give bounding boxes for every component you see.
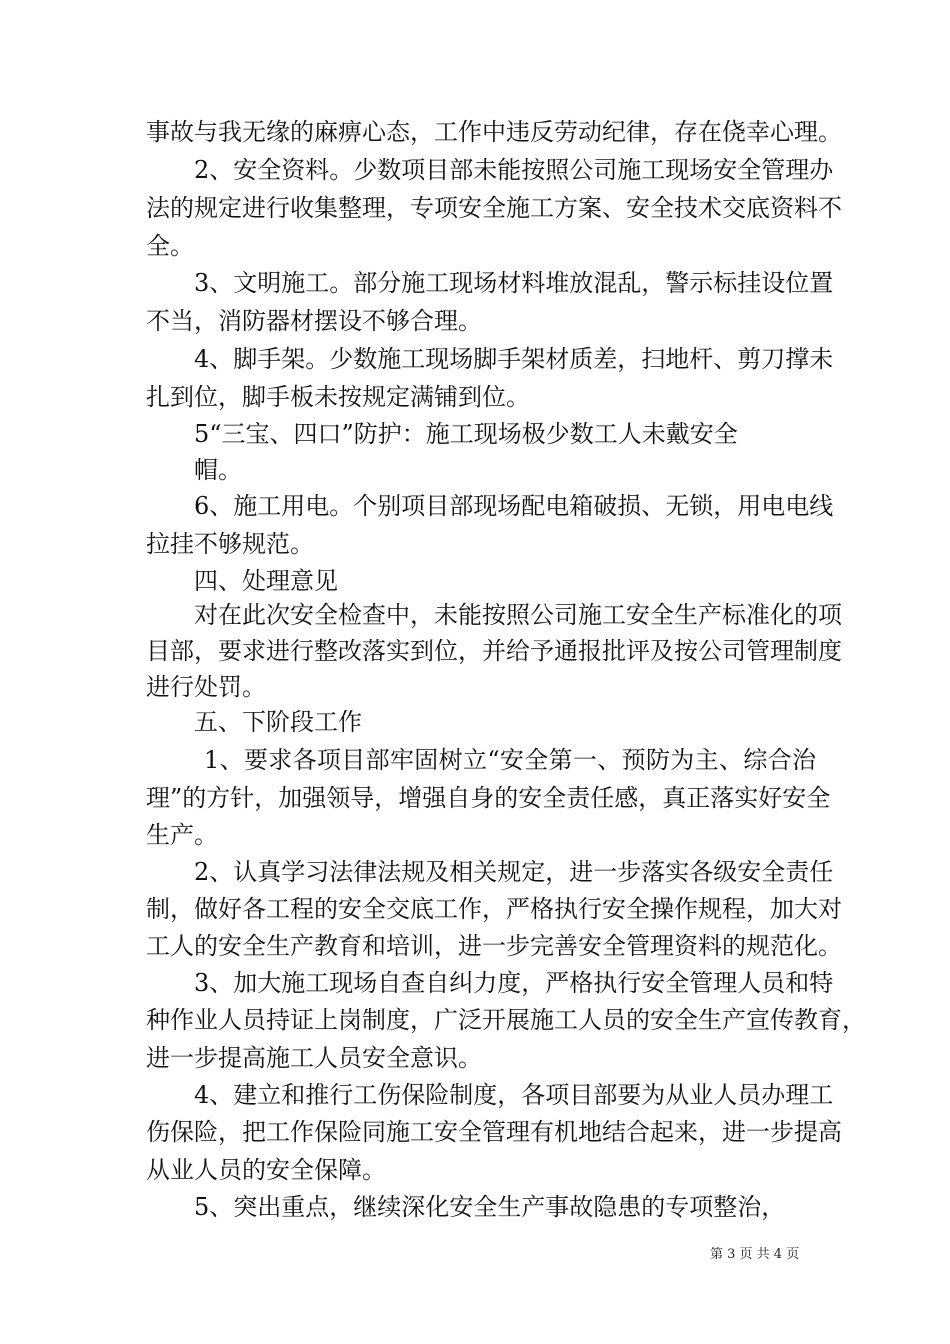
text-line: 全。 <box>146 232 194 260</box>
text-line: 5“三宝、四口”防护：施工现场极少数工人未戴安全 <box>194 420 738 448</box>
text-line: 种作业人员持证上岗制度，广泛开展施工人员的安全生产宣传教育， <box>146 1006 866 1034</box>
text-line: 不当，消防器材摆设不够合理。 <box>146 307 482 335</box>
text-line: 扎到位，脚手板未按规定满铺到位。 <box>146 383 530 411</box>
text-line: 4、脚手架。少数施工现场脚手架材质差，扫地杆、剪刀撑未 <box>194 345 834 373</box>
text-line: 法的规定进行收集整理，专项安全施工方案、安全技术交底资料不 <box>146 194 842 222</box>
text-line: 2、安全资料。少数项目部未能按照公司施工现场安全管理办 <box>194 156 834 184</box>
text-line: 事故与我无缘的麻痹心态，工作中违反劳动纪律，存在侥幸心理。 <box>146 118 842 146</box>
text-line: 4、建立和推行工伤保险制度，各项目部要为从业人员办理工 <box>194 1081 834 1109</box>
text-line: 6、施工用电。个别项目部现场配电箱破损、无锁，用电电线 <box>194 492 834 520</box>
text-line: 帽。 <box>194 456 242 484</box>
text-line: 2、认真学习法律法规及相关规定，进一步落实各级安全责任 <box>194 858 834 886</box>
text-line: 拉挂不够规范。 <box>146 530 314 558</box>
text-line: 对在此次安全检查中，未能按照公司施工安全生产标准化的项 <box>194 601 842 629</box>
text-line: 5、突出重点，继续深化安全生产事故隐患的专项整治， <box>194 1193 786 1221</box>
section-heading: 四、处理意见 <box>194 567 338 595</box>
text-line: 进一步提高施工人员安全意识。 <box>146 1044 482 1072</box>
text-line: 工人的安全生产教育和培训，进一步完善安全管理资料的规范化。 <box>146 932 842 960</box>
section-heading: 五、下阶段工作 <box>194 708 362 736</box>
text-line: 生产。 <box>146 821 218 849</box>
text-line: 1、要求各项目部牢固树立“安全第一、预防为主、综合治 <box>204 746 816 774</box>
text-line: 进行处罚。 <box>146 673 266 701</box>
text-line: 制，做好各工程的安全交底工作，严格执行安全操作规程，加大对 <box>146 895 842 923</box>
page-number: 第 3 页 共 4 页 <box>710 1247 800 1262</box>
text-line: 理”的方针，加强领导，增强自身的安全责任感，真正落实好安全 <box>146 784 831 812</box>
text-line: 从业人员的安全保障。 <box>146 1156 386 1184</box>
text-line: 伤保险，把工作保险同施工安全管理有机地结合起来，进一步提高 <box>146 1118 842 1146</box>
text-line: 3、文明施工。部分施工现场材料堆放混乱，警示标挂设位置 <box>194 269 834 297</box>
text-line: 目部，要求进行整改落实到位，并给予通报批评及按公司管理制度 <box>146 637 842 665</box>
text-line: 3、加大施工现场自查自纠力度，严格执行安全管理人员和特 <box>194 969 834 997</box>
